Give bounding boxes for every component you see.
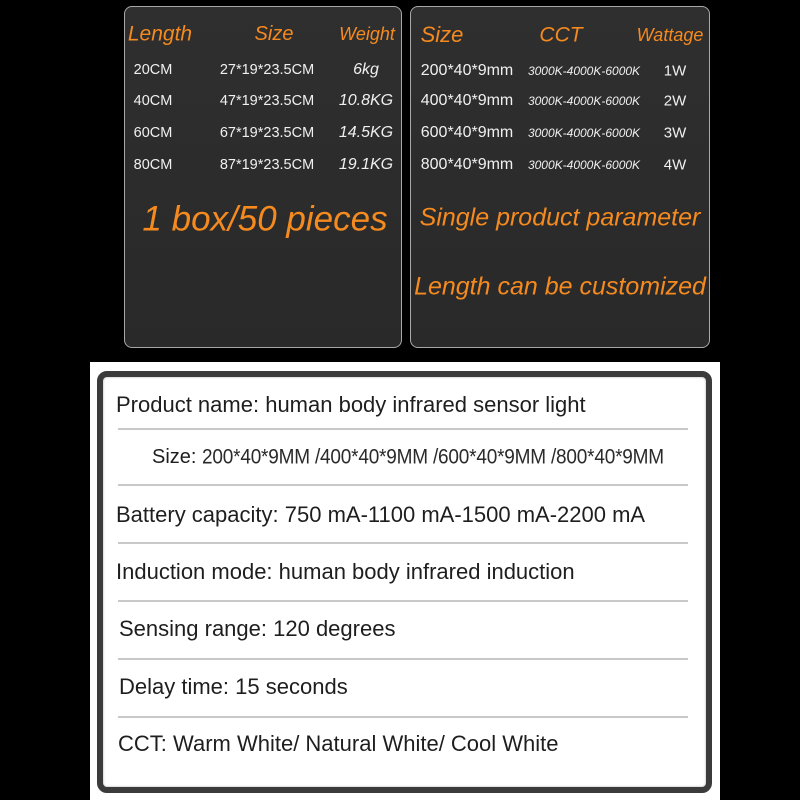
spec-label: Battery capacity:: [116, 502, 279, 527]
spec-label: Size:: [152, 446, 197, 468]
spec-label: Product name:: [116, 392, 260, 417]
spec-label: Sensing range:: [119, 616, 267, 641]
spec-sheet: [90, 362, 720, 800]
spec-value: 750 mA-1100 mA-1500 mA-2200 mA: [284, 502, 646, 527]
row-divider: [118, 428, 688, 430]
carton-size-cell: 27*19*23.5CM: [219, 61, 315, 78]
spec-label: Delay time:: [119, 674, 230, 699]
product-size-cell: 600*40*9mm: [420, 124, 514, 141]
length-header: Length: [127, 22, 193, 46]
weight-header: Weight: [339, 24, 395, 44]
product-size-cell: 400*40*9mm: [420, 92, 514, 109]
customizable-length-note: Length can be customized: [414, 272, 706, 301]
size-header: Size: [420, 22, 464, 47]
length-cell: 80CM: [133, 156, 173, 173]
row-divider: [118, 484, 688, 486]
cct-header: CCT: [539, 23, 583, 47]
spec-row-battery-capacity: [116, 504, 645, 526]
spec-row-induction-mode: [116, 561, 575, 583]
length-cell: 60CM: [133, 124, 173, 141]
weight-cell: 19.1KG: [338, 156, 394, 173]
product-parameter-panel: [410, 6, 710, 348]
spec-value: human body infrared induction: [278, 559, 575, 584]
spec-label: CCT:: [118, 731, 167, 756]
cct-cell: 3000K-4000K-6000K: [527, 158, 641, 172]
carton-size-cell: 47*19*23.5CM: [219, 92, 315, 109]
row-divider: [118, 658, 688, 660]
carton-size-cell: 87*19*23.5CM: [219, 156, 315, 173]
wattage-cell: 2W: [663, 92, 687, 110]
row-divider: [118, 600, 688, 602]
packing-quantity: 1 box/50 pieces: [142, 199, 388, 239]
weight-cell: 6kg: [353, 61, 379, 78]
weight-cell: 10.8KG: [338, 92, 394, 109]
wattage-cell: 3W: [663, 124, 687, 142]
spec-row-size: [152, 445, 664, 470]
single-product-note: Single product parameter: [419, 203, 701, 232]
spec-value: 15 seconds: [235, 674, 348, 699]
spec-row-cct: [118, 733, 559, 755]
length-cell: 20CM: [133, 61, 173, 78]
spec-row-product-name: [116, 394, 586, 416]
spec-row-sensing-range: [119, 618, 395, 640]
cct-cell: 3000K-4000K-6000K: [527, 126, 641, 140]
wattage-cell: 1W: [663, 62, 687, 80]
spec-label: Induction mode:: [116, 559, 273, 584]
row-divider: [118, 542, 688, 544]
weight-cell: 14.5KG: [338, 124, 394, 141]
size-header: Size: [254, 23, 294, 45]
wattage-header: Wattage: [636, 25, 704, 45]
spec-value: Warm White/ Natural White/ Cool White: [173, 731, 559, 756]
wattage-cell: 4W: [663, 156, 687, 174]
product-size-cell: 200*40*9mm: [420, 62, 514, 79]
packing-spec-panel: [124, 6, 402, 348]
spec-value: 120 degrees: [273, 616, 396, 641]
spec-row-delay-time: [119, 676, 348, 698]
length-cell: 40CM: [133, 92, 173, 109]
cct-cell: 3000K-4000K-6000K: [527, 94, 641, 108]
carton-size-cell: 67*19*23.5CM: [219, 124, 315, 141]
row-divider: [118, 716, 688, 718]
product-size-cell: 800*40*9mm: [420, 156, 514, 173]
spec-value: human body infrared sensor light: [265, 392, 586, 417]
cct-cell: 3000K-4000K-6000K: [527, 64, 641, 78]
spec-value: 200*40*9MM /400*40*9MM /600*40*9MM /800*40*9MM: [202, 445, 664, 470]
